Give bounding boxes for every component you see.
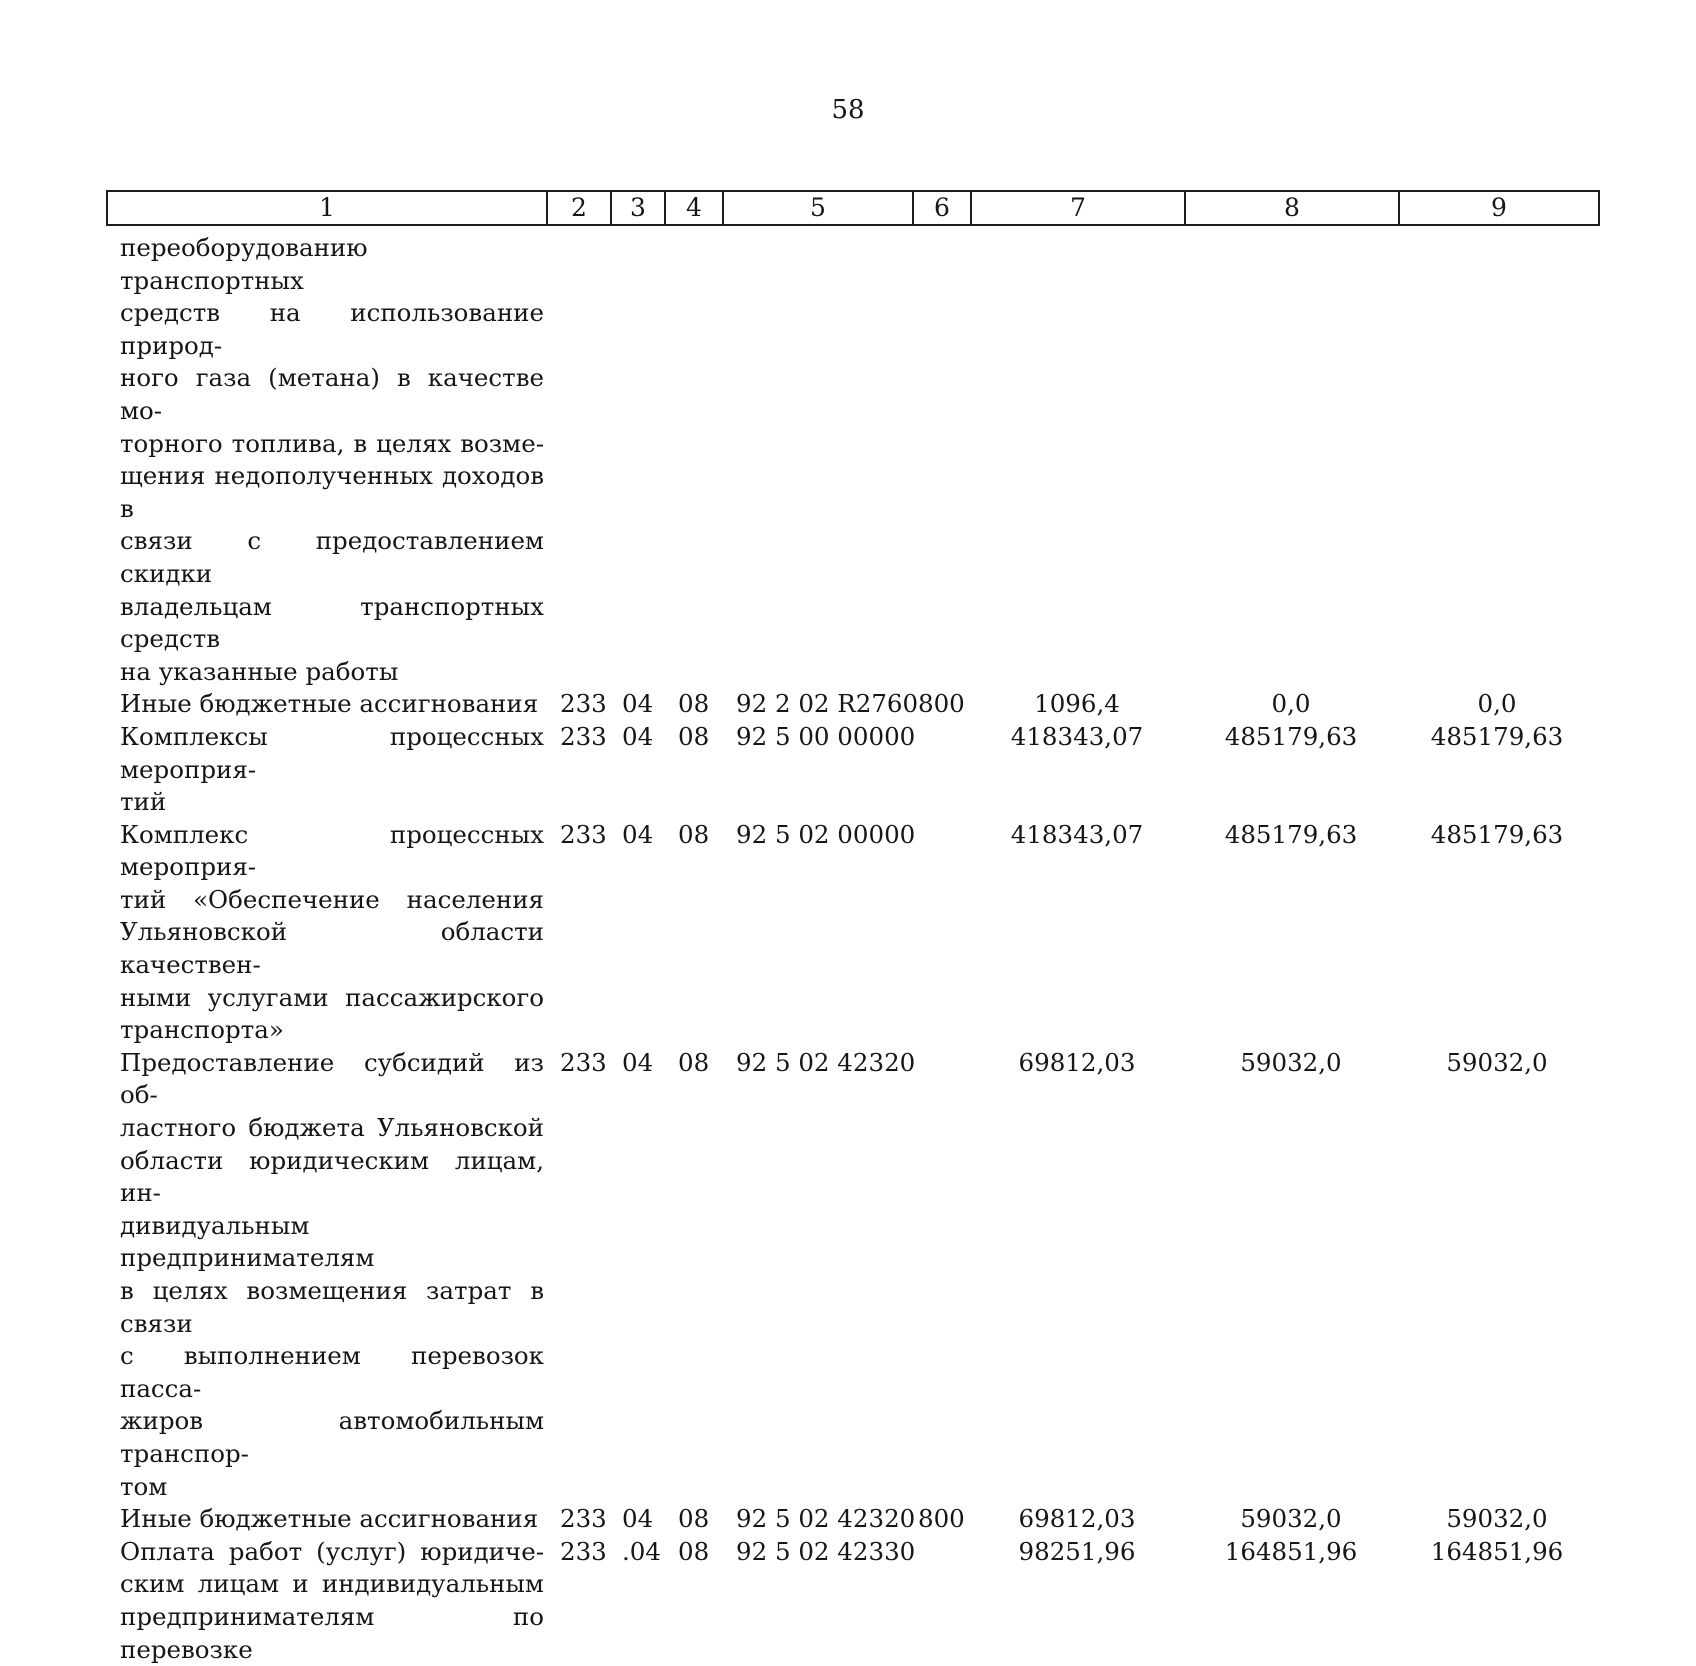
- description-line: ного газа (метана) в качестве мо-: [120, 363, 544, 425]
- description-line: тий: [120, 787, 167, 817]
- cell-col-7: 418343,07: [1010, 721, 1144, 751]
- table-row: [106, 1536, 1600, 1666]
- header-col-7: 7: [972, 192, 1186, 224]
- cell-col-7: 69812,03: [1018, 1504, 1136, 1534]
- page-number: 58: [831, 95, 865, 125]
- header-col-8: 8: [1186, 192, 1400, 224]
- cell-col-5: 92 2 02 R2760: [736, 689, 919, 719]
- description-line: в целях возмещения затрат в связи: [120, 1276, 544, 1338]
- cell-col-2: 233: [560, 819, 607, 849]
- header-col-9: 9: [1491, 193, 1507, 222]
- cell-col-4: 08: [678, 1504, 710, 1534]
- description-line: ными услугами пассажирского: [120, 982, 544, 1012]
- description-line: предпринимателям по перевозке: [120, 1601, 544, 1664]
- cell-col-2: 233: [560, 1047, 607, 1077]
- cell-col-5: 92 5 02 42320: [736, 1047, 916, 1077]
- cell-col-4: 08: [678, 1536, 710, 1566]
- cell-col-8: 485179,63: [1224, 819, 1358, 849]
- cell-col-4: 08: [678, 689, 710, 719]
- description-line: Иные бюджетные ассигнования: [120, 689, 539, 719]
- cell-col-3: 04: [622, 721, 654, 751]
- description-line: области юридическим лицам, ин-: [120, 1145, 544, 1208]
- cell-col-4: 08: [678, 819, 710, 849]
- table-row: [106, 232, 1600, 688]
- cell-col-2: 233: [560, 689, 607, 719]
- row-description: [120, 232, 544, 688]
- description-line: Предоставление субсидий из об-: [120, 1047, 544, 1110]
- cell-col-5: 92 5 00 00000: [736, 721, 916, 751]
- description-line: щения недополученных доходов в: [120, 461, 544, 523]
- cell-col-9: 485179,63: [1430, 819, 1564, 849]
- description-line: Комплексы процессных мероприя-: [120, 721, 544, 784]
- cell-col-2: 233: [560, 1536, 607, 1566]
- table-row: [106, 1047, 1600, 1503]
- cell-col-8: 59032,0: [1240, 1047, 1342, 1077]
- row-description: [120, 819, 544, 1047]
- cell-col-2: 233: [560, 721, 607, 751]
- cell-col-7: 69812,03: [1018, 1047, 1136, 1077]
- cell-col-5: 92 5 02 42320: [736, 1504, 916, 1534]
- description-line: владельцам транспортных средств: [120, 591, 544, 654]
- cell-col-9: 485179,63: [1430, 721, 1564, 751]
- cell-col-5: 92 5 02 00000: [736, 819, 916, 849]
- description-line: ластного бюджета Ульяновской: [120, 1113, 544, 1143]
- description-line: транспорта»: [120, 1015, 284, 1045]
- description-line: Комплекс процессных мероприя-: [120, 819, 544, 882]
- description-line: ским лицам и индивидуальным: [120, 1569, 544, 1599]
- row-description: [120, 688, 544, 721]
- header-col-3: 3: [612, 192, 666, 224]
- description-line: на указанные работы: [120, 656, 399, 686]
- header-col-6: 6: [914, 192, 972, 224]
- cell-col-6: 800: [918, 1504, 965, 1534]
- cell-col-8: 59032,0: [1240, 1504, 1342, 1534]
- cell-col-2: 233: [560, 1504, 607, 1534]
- cell-col-9: 59032,0: [1446, 1047, 1548, 1077]
- description-line: Ульяновской области качествен-: [120, 917, 544, 980]
- description-line: Оплата работ (услуг) юридиче-: [120, 1536, 544, 1566]
- header-col-2: 2: [548, 192, 612, 224]
- cell-col-3: 04: [622, 1504, 654, 1534]
- table-row: [106, 1503, 1600, 1536]
- description-line: том: [120, 1471, 168, 1501]
- table-row: [106, 819, 1600, 1047]
- cell-col-6: 800: [918, 689, 965, 719]
- description-line: средств на использование природ-: [120, 298, 544, 360]
- cell-col-3: .04: [622, 1536, 661, 1566]
- row-description: [120, 1047, 544, 1503]
- row-description: [120, 1536, 544, 1666]
- description-line: с выполнением перевозок пасса-: [120, 1341, 544, 1403]
- row-description: [120, 721, 544, 819]
- description-line: переоборудованию транспортных: [120, 233, 368, 295]
- cell-col-8: 0,0: [1271, 689, 1311, 719]
- cell-col-5: 92 5 02 42330: [736, 1536, 916, 1566]
- description-line: Иные бюджетные ассигнования: [120, 1504, 539, 1534]
- table-row: [106, 721, 1600, 819]
- header-col-4: 4: [666, 192, 724, 224]
- description-line: торного топлива, в целях возме-: [120, 428, 544, 458]
- cell-col-4: 08: [678, 1047, 710, 1077]
- table-header: [106, 190, 1600, 226]
- cell-col-8: 164851,96: [1224, 1536, 1358, 1566]
- cell-col-3: 04: [622, 689, 654, 719]
- cell-col-9: 164851,96: [1430, 1536, 1564, 1566]
- cell-col-3: 04: [622, 1047, 654, 1077]
- table-row: [106, 688, 1600, 721]
- header-col-1: 1: [108, 192, 548, 224]
- description-line: связи с предоставлением скидки: [120, 526, 544, 588]
- description-line: тий «Обеспечение населения: [120, 884, 544, 914]
- table-body: [106, 232, 1600, 1666]
- cell-col-7: 1096,4: [1034, 689, 1120, 719]
- cell-col-9: 59032,0: [1446, 1504, 1548, 1534]
- description-line: дивидуальным предпринимателям: [120, 1210, 375, 1273]
- cell-col-3: 04: [622, 819, 654, 849]
- cell-col-8: 485179,63: [1224, 721, 1358, 751]
- description-line: жиров автомобильным транспор-: [120, 1406, 544, 1468]
- header-col-5: 5: [724, 192, 914, 224]
- cell-col-9: 0,0: [1477, 689, 1517, 719]
- cell-col-7: 98251,96: [1018, 1536, 1136, 1566]
- cell-col-4: 08: [678, 721, 710, 751]
- cell-col-7: 418343,07: [1010, 819, 1144, 849]
- row-description: [120, 1503, 544, 1536]
